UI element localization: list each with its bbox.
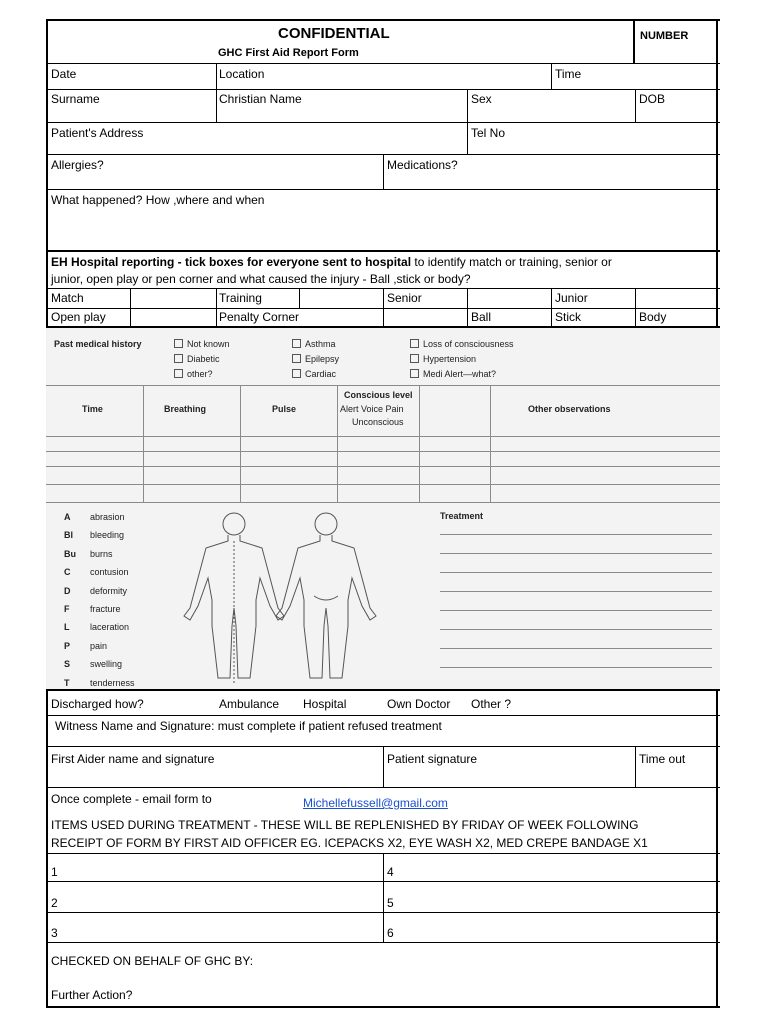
item-5[interactable]: 5 [387, 896, 394, 910]
email-link[interactable]: Michellefussell@gmail.com [303, 796, 448, 810]
legend-label: pain [90, 640, 108, 651]
checkbox-icon[interactable] [292, 369, 301, 378]
legend-label: deformity [90, 585, 128, 596]
ball-label: Ball [471, 310, 492, 324]
sex-field[interactable]: Sex [471, 92, 492, 106]
legend-label: swelling [90, 659, 123, 670]
junior-label: Junior [555, 291, 588, 305]
date-field[interactable]: Date [51, 67, 77, 81]
checkbox-icon[interactable] [174, 354, 183, 363]
stick-label: Stick [555, 310, 582, 324]
legend-code: P [64, 640, 71, 651]
allergies-field[interactable]: Allergies? [51, 158, 104, 172]
number-field[interactable]: NUMBER [640, 30, 689, 42]
items-note-1: ITEMS USED DURING TREATMENT - THESE WILL BE REPLENISHED BY FRIDAY OF WEEK FOLLOWING [51, 818, 639, 832]
legend-code: T [64, 677, 70, 688]
item-4[interactable]: 4 [387, 865, 394, 879]
senior-label: Senior [387, 291, 422, 305]
first-aider-field[interactable]: First Aider name and signature [51, 752, 215, 766]
obs-conscious-header: Conscious level [344, 390, 413, 400]
item-3[interactable]: 3 [51, 926, 58, 940]
checkbox-icon[interactable] [410, 354, 419, 363]
medications-field[interactable]: Medications? [387, 158, 458, 172]
own-doctor-option[interactable]: Own Doctor [387, 697, 451, 711]
legend-code: Bu [64, 548, 76, 559]
what-happened-field[interactable]: What happened? How ,where and when [51, 193, 265, 207]
location-field[interactable]: Location [219, 67, 265, 81]
discharged-label: Discharged how? [51, 697, 144, 711]
checkbox-icon[interactable] [174, 369, 183, 378]
legend-label: tenderness [90, 677, 135, 688]
checked-by-field[interactable]: CHECKED ON BEHALF OF GHC BY: [51, 954, 254, 968]
divider [46, 63, 720, 64]
hospital-reporting-note-2: junior, open play or pen corner and what caused the injury - Ball ,stick or body? [51, 272, 471, 286]
open-play-label: Open play [51, 310, 106, 324]
dob-field[interactable]: DOB [639, 92, 666, 106]
treatment-label: Treatment [440, 511, 484, 521]
witness-field[interactable]: Witness Name and Signature: must complete if patient refused treatment [55, 719, 442, 733]
items-note-2: RECEIPT OF FORM BY FIRST AID OFFICER EG. ICEPACKS X2, EYE WASH X2, MED CREPE BANDAGE X1 [51, 836, 648, 850]
patient-signature-field[interactable]: Patient signature [387, 752, 478, 766]
legend-label: contusion [90, 567, 129, 578]
time-field[interactable]: Time [555, 67, 582, 81]
obs-pulse-header: Pulse [272, 404, 297, 414]
further-action-field[interactable]: Further Action? [51, 988, 133, 1002]
ambulance-option[interactable]: Ambulance [219, 697, 280, 711]
match-label: Match [51, 291, 84, 305]
surname-field[interactable]: Surname [51, 92, 100, 106]
checkbox-icon[interactable] [292, 339, 301, 348]
hospital-option[interactable]: Hospital [303, 697, 347, 711]
christian-name-field[interactable]: Christian Name [219, 92, 302, 106]
address-field[interactable]: Patient's Address [51, 126, 144, 140]
legend-label: laceration [90, 622, 130, 633]
legend-code: C [64, 567, 71, 578]
other-option[interactable]: Other ? [471, 697, 512, 711]
legend-code: Bl [64, 530, 73, 541]
scanned-medical-section: Past medical history Not known Diabetic other? Asthma Epilepsy Cardiac Loss of consciousness Hypertension Medi Alert—what? Time Breathing Pulse Conscious level Alert Voice Pain Unconscious Other observations A abrasion Bl bleeding Bu burns C contusion D deformity F fracture L laceration P pain S swelling T tenderness Treatment [46, 328, 720, 689]
legend-code: S [64, 659, 71, 670]
divider [46, 19, 720, 21]
page-title: CONFIDENTIAL [278, 25, 390, 42]
legend-label: abrasion [90, 512, 125, 522]
legend-code: L [64, 622, 70, 633]
legend-label: bleeding [90, 530, 125, 541]
obs-avpu-header: Alert Voice Pain [340, 404, 404, 414]
checkbox-icon[interactable] [410, 369, 419, 378]
obs-time-header: Time [82, 404, 103, 414]
obs-unconscious-header: Unconscious [352, 417, 404, 427]
legend-label: burns [90, 548, 113, 559]
form-subtitle: GHC First Aid Report Form [218, 47, 359, 59]
legend-label: fracture [90, 604, 121, 614]
checkbox-icon[interactable] [292, 354, 301, 363]
legend-code: D [64, 585, 71, 596]
item-1[interactable]: 1 [51, 865, 58, 879]
past-medical-history-label: Past medical history [54, 339, 142, 349]
obs-breathing-header: Breathing [164, 404, 207, 414]
body-label: Body [639, 310, 667, 324]
training-label: Training [219, 291, 262, 305]
penalty-corner-label: Penalty Corner [219, 310, 300, 324]
legend-code: F [64, 604, 70, 614]
legend-code: A [64, 512, 71, 522]
checkbox-icon[interactable] [174, 339, 183, 348]
body-diagram-icon [176, 508, 386, 686]
email-label: Once complete - email form to [51, 792, 212, 806]
item-2[interactable]: 2 [51, 896, 58, 910]
tel-field[interactable]: Tel No [471, 126, 506, 140]
obs-other-header: Other observations [528, 404, 611, 414]
checkbox-icon[interactable] [410, 339, 419, 348]
hospital-reporting-note: EH Hospital reporting - tick boxes for everyone sent to hospital to identify match or training, senior or [51, 255, 612, 269]
time-out-field[interactable]: Time out [639, 752, 686, 766]
item-6[interactable]: 6 [387, 926, 394, 940]
divider [633, 20, 635, 63]
